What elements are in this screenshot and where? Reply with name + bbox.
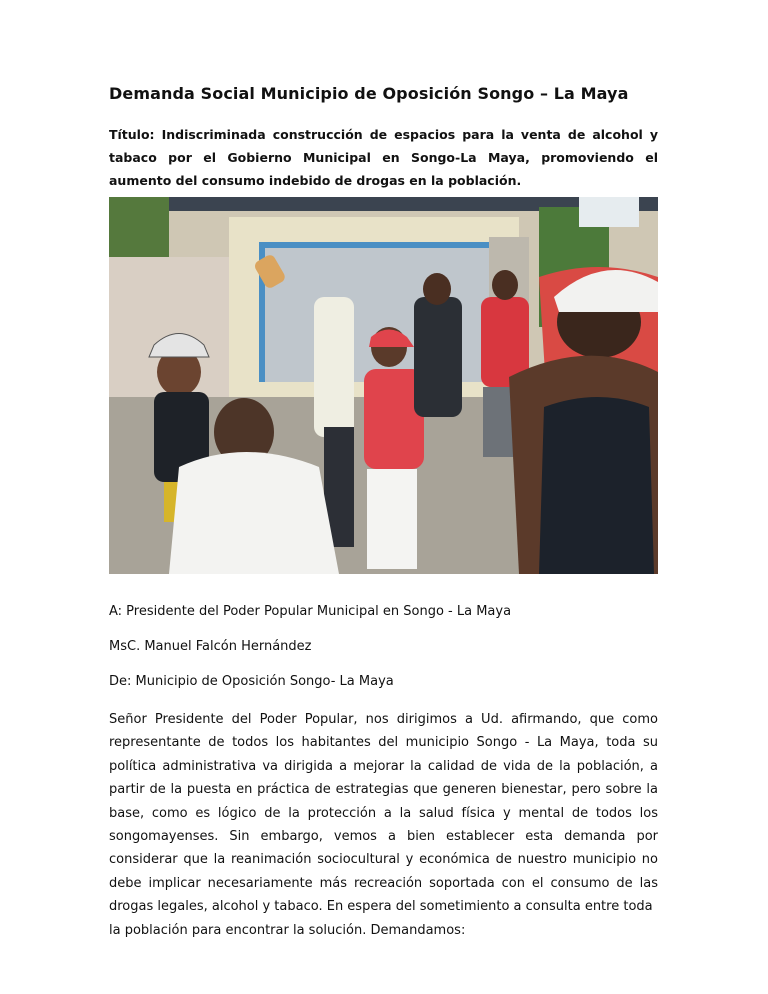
recipient-name: MsC. Manuel Falcón Hernández [109, 639, 312, 654]
photo-illustration [109, 197, 658, 574]
document-title: Demanda Social Municipio de Oposición Songo – La Maya [109, 84, 629, 103]
body-paragraph [109, 708, 658, 942]
body-paragraph-main: Señor Presidente del Poder Popular, nos dirigimos a Ud. afirmando, que como representante de todos los habitantes del municipio Songo - La Maya, toda su política administrativa va dirigida a mejorar la calidad de vida de la población, a partir de la puesta en práctica de estrategias que generen bienestar, pero sobre la base, como es lógico de la protección a la salud física y mental de todos los songomayenses. Sin embargo, vemos a bien establecer esta demanda por considerar que la reanimación sociocultural y económica de nuestro municipio no debe implicar necesariamente más recreación soportada con el consumo de las drogas legales, alcohol y tabaco. En espera del sometimiento a consulta entre toda [109, 712, 658, 915]
body-paragraph-last-line: la población para encontrar la solución. Demandamos: [109, 922, 466, 938]
document-subtitle: Título: Indiscriminada construcción de espacios para la venta de alcohol y tabaco por el Gobierno Municipal en Songo-La Maya, promoviendo el aumento del consumo indebido de drogas en la población. [109, 127, 658, 188]
from-line: De: Municipio de Oposición Songo- La Maya [109, 674, 394, 689]
document-photo [109, 197, 658, 574]
to-line: A: Presidente del Poder Popular Municipal en Songo - La Maya [109, 604, 512, 619]
